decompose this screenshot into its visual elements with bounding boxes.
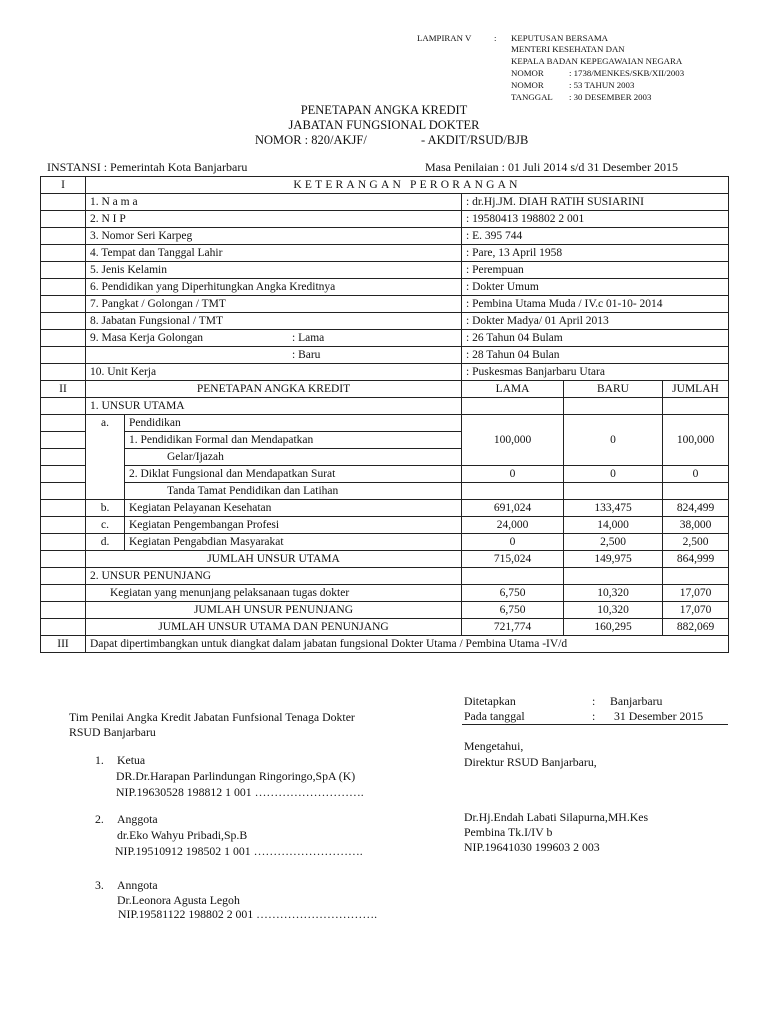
nomor2-value: : 53 TAHUN 2003 — [569, 80, 635, 90]
table-row — [41, 517, 729, 534]
table-row — [41, 364, 729, 381]
ketua-nip: NIP.19630528 198812 1 001 ………………………. — [116, 785, 364, 799]
tanggal-label: TANGGAL — [511, 92, 553, 102]
table-row — [41, 534, 729, 551]
b-label: Kegiatan Pelayanan Kesehatan — [125, 500, 462, 517]
anggota1-nip: NIP.19510912 198502 1 001 ………………………. — [115, 844, 363, 858]
pendidikan-label: Pendidikan — [125, 415, 462, 432]
d-baru: 2,500 — [564, 534, 663, 551]
direktur-rank: Pembina Tk.I/IV b — [464, 825, 553, 839]
instansi: INSTANSI : Pemerintah Kota Banjarbaru — [47, 160, 248, 174]
table-row — [41, 398, 729, 415]
keputusan-line-2: MENTERI KESEHATAN DAN — [511, 44, 625, 54]
field-value: : E. 395 744 — [462, 228, 729, 245]
ditetapkan-label: Ditetapkan — [464, 694, 516, 708]
c-lama: 24,000 — [462, 517, 564, 534]
nomor2-label: NOMOR — [511, 80, 544, 90]
lampiran-colon: : — [494, 33, 497, 43]
c-label: Kegiatan Pengembangan Profesi — [125, 517, 462, 534]
keputusan-line-3: KEPALA BADAN KEPEGAWAIAN NEGARA — [511, 56, 683, 66]
col-baru: BARU — [564, 381, 663, 398]
p2-lama: 0 — [462, 466, 564, 483]
table-row — [41, 330, 729, 347]
unit-value: : Puskesmas Banjarbaru Utara — [462, 364, 729, 381]
c-baru: 14,000 — [564, 517, 663, 534]
jt-baru: 160,295 — [564, 619, 663, 636]
ketua-name: DR.Dr.Harapan Parlindungan Ringoringo,SpA (K) — [116, 769, 356, 783]
anggota2-nip: NIP.19581122 198802 2 001 …………………………. — [118, 907, 378, 921]
tim-penilai-line1: Tim Penilai Angka Kredit Jabatan Funfsional Tenaga Dokter — [69, 710, 355, 724]
jp-lama: 6,750 — [462, 602, 564, 619]
table-row — [41, 551, 729, 568]
table-row — [41, 313, 729, 330]
p2-baru: 0 — [564, 466, 663, 483]
table-row — [41, 177, 729, 194]
b-baru: 133,475 — [564, 500, 663, 517]
keputusan-line-1: KEPUTUSAN BERSAMA — [511, 33, 609, 43]
table-row — [41, 585, 729, 602]
unit-label: 10. Unit Kerja — [86, 364, 462, 381]
kp-label: Kegiatan yang menunjang pelaksanaan tugas dokter — [86, 585, 462, 602]
c-jumlah: 38,000 — [663, 517, 729, 534]
jt-lama: 721,774 — [462, 619, 564, 636]
jumlah-utama-label: JUMLAH UNSUR UTAMA — [86, 551, 462, 568]
nomor1-value: : 1738/MENKES/SKB/XII/2003 — [569, 68, 685, 78]
field-label: 1. N a m a — [86, 194, 462, 211]
b-jumlah: 824,499 — [663, 500, 729, 517]
table-row — [41, 415, 729, 432]
pada-tanggal-value: 31 Desember 2015 — [614, 709, 704, 723]
field-label: 4. Tempat dan Tanggal Lahir — [86, 245, 462, 262]
section-1-roman: I — [41, 177, 86, 194]
baru-value: : 28 Tahun 04 Bulan — [462, 347, 729, 364]
table-row — [41, 602, 729, 619]
col-lama: LAMA — [462, 381, 564, 398]
nomor1-label: NOMOR — [511, 68, 544, 78]
field-value: : Dokter Umum — [462, 279, 729, 296]
table-row — [41, 347, 729, 364]
table-row — [41, 483, 729, 500]
baru-label: : Baru — [292, 349, 321, 361]
jt-jumlah: 882,069 — [663, 619, 729, 636]
letter-d: d. — [86, 534, 125, 551]
field-value: : Perempuan — [462, 262, 729, 279]
table-row — [41, 228, 729, 245]
tanggal-value: : 30 DESEMBER 2003 — [569, 92, 652, 102]
p2-line2: Tanda Tamat Pendidikan dan Latihan — [125, 483, 462, 500]
table-row — [41, 636, 729, 653]
table-row — [41, 245, 729, 262]
section-1-heading: KETERANGAN PERORANGAN — [86, 177, 729, 194]
anggota1-name: dr.Eko Wahyu Pribadi,Sp.B — [117, 828, 248, 842]
anggota2-number: 3. — [95, 878, 104, 892]
section-2-roman: II — [41, 381, 86, 398]
table-row — [41, 262, 729, 279]
p1-line1: 1. Pendidikan Formal dan Mendapatkan — [125, 432, 462, 449]
field-label: 7. Pangkat / Golongan / TMT — [86, 296, 462, 313]
angka-kredit-table — [40, 176, 729, 653]
field-label: 2. N I P — [86, 211, 462, 228]
letter-a: a. — [86, 415, 125, 500]
direktur: Direktur RSUD Banjarbaru, — [464, 755, 597, 769]
table-row — [41, 619, 729, 636]
anggota2-name: Dr.Leonora Agusta Legoh — [117, 893, 240, 907]
lama-label: : Lama — [292, 332, 325, 344]
table-row — [41, 211, 729, 228]
ju-jumlah: 864,999 — [663, 551, 729, 568]
unsur-utama: 1. UNSUR UTAMA — [86, 398, 462, 415]
p2-line1: 2. Diklat Fungsional dan Mendapatkan Surat — [125, 466, 462, 483]
ditetapkan-colon: : — [592, 694, 596, 708]
ketua-label: Ketua — [117, 753, 146, 767]
ju-baru: 149,975 — [564, 551, 663, 568]
mengetahui: Mengetahui, — [464, 739, 524, 753]
kp-lama: 6,750 — [462, 585, 564, 602]
jumlah-total-label: JUMLAH UNSUR UTAMA DAN PENUNJANG — [86, 619, 462, 636]
anggota1-label: Anggota — [117, 812, 158, 826]
tim-penilai-line2: RSUD Banjarbaru — [69, 725, 156, 739]
p1-lama: 100,000 — [462, 415, 564, 466]
d-lama: 0 — [462, 534, 564, 551]
direktur-name: Dr.Hj.Endah Labati Silapurna,MH.Kes — [464, 810, 649, 824]
table-row — [41, 279, 729, 296]
field-value: : Pare, 13 April 1958 — [462, 245, 729, 262]
kp-baru: 10,320 — [564, 585, 663, 602]
p1-baru: 0 — [564, 415, 663, 466]
section-3-roman: III — [41, 636, 86, 653]
field-value: : Pembina Utama Muda / IV.c 01-10- 2014 — [462, 296, 729, 313]
direktur-nip: NIP.19641030 199603 2 003 — [464, 840, 600, 854]
table-row — [41, 381, 729, 398]
d-label: Kegiatan Pengabdian Masyarakat — [125, 534, 462, 551]
field-value: : 19580413 198802 2 001 — [462, 211, 729, 228]
field-label: 5. Jenis Kelamin — [86, 262, 462, 279]
table-row — [41, 466, 729, 483]
b-lama: 691,024 — [462, 500, 564, 517]
field-label: 6. Pendidikan yang Diperhitungkan Angka Kreditnya — [86, 279, 462, 296]
kp-jumlah: 17,070 — [663, 585, 729, 602]
jp-baru: 10,320 — [564, 602, 663, 619]
field-value: : Dokter Madya/ 01 April 2013 — [462, 313, 729, 330]
ketua-number: 1. — [95, 753, 104, 767]
ju-lama: 715,024 — [462, 551, 564, 568]
date-underline — [462, 724, 728, 725]
masa-kerja-label: 9. Masa Kerja Golongan — [90, 332, 204, 344]
d-jumlah: 2,500 — [663, 534, 729, 551]
doc-number-b: - AKDIT/RSUD/BJB — [421, 133, 529, 147]
doc-title-2: JABATAN FUNGSIONAL DOKTER — [288, 118, 480, 132]
pada-tanggal-label: Pada tanggal — [464, 709, 525, 723]
section-2-heading: PENETAPAN ANGKA KREDIT — [86, 381, 462, 398]
p1-jumlah: 100,000 — [663, 415, 729, 466]
lama-value: : 26 Tahun 04 Bulam — [462, 330, 729, 347]
field-label: 8. Jabatan Fungsional / TMT — [86, 313, 462, 330]
col-jumlah: JUMLAH — [663, 381, 729, 398]
field-value: : dr.Hj.JM. DIAH RATIH SUSIARINI — [462, 194, 729, 211]
masa-penilaian: Masa Penilaian : 01 Juli 2014 s/d 31 Desember 2015 — [425, 160, 678, 174]
doc-number-a: NOMOR : 820/AKJF/ — [255, 133, 367, 147]
pada-tanggal-colon: : — [592, 709, 596, 723]
jumlah-penunjang-label: JUMLAH UNSUR PENUNJANG — [86, 602, 462, 619]
anggota2-label: Anngota — [117, 878, 158, 892]
table-row — [41, 194, 729, 211]
table-row — [41, 568, 729, 585]
p2-jumlah: 0 — [663, 466, 729, 483]
letter-c: c. — [86, 517, 125, 534]
doc-title-1: PENETAPAN ANGKA KREDIT — [300, 103, 468, 117]
unsur-penunjang: 2. UNSUR PENUNJANG — [86, 568, 462, 585]
jp-jumlah: 17,070 — [663, 602, 729, 619]
p1-line2: Gelar/Ijazah — [125, 449, 462, 466]
lampiran-label: LAMPIRAN V — [417, 33, 472, 43]
anggota1-number: 2. — [95, 812, 104, 826]
table-row — [41, 500, 729, 517]
letter-b: b. — [86, 500, 125, 517]
table-row — [41, 296, 729, 313]
ditetapkan-value: Banjarbaru — [610, 694, 663, 708]
section-3-text: Dapat dipertimbangkan untuk diangkat dalam jabatan fungsional Dokter Utama / Pembina Utama -IV/d — [86, 636, 729, 653]
field-label: 3. Nomor Seri Karpeg — [86, 228, 462, 245]
